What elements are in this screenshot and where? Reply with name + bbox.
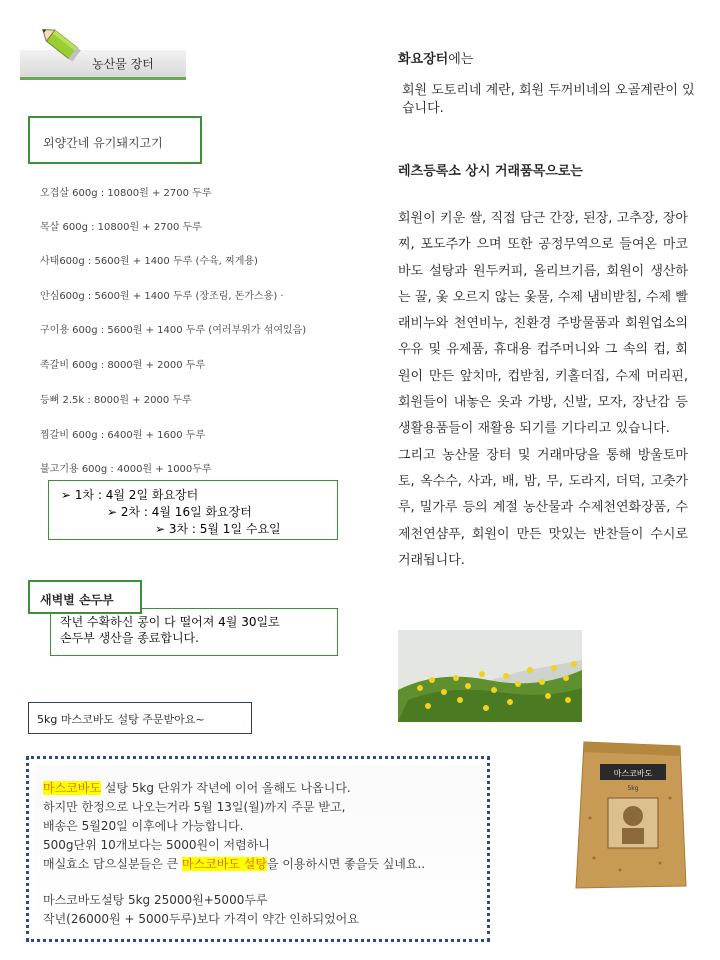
tofu-note-line: 작년 수확하신 콩이 다 떨어져 4월 30일로 [60, 615, 280, 629]
price-item: 등뼈 2.5k : 8000원 + 2000 두루 [40, 395, 192, 406]
package-label-text: 마스코바도 [613, 769, 653, 778]
price-item: 목살 600g : 10800원 + 2700 두루 [40, 222, 202, 233]
price-item: 오겹살 600g : 10800원 + 2700 두루 [40, 188, 212, 199]
sugar-line-7: 작년(26000원 + 5000두루)보다 가격이 약간 인하되었어요 [43, 912, 359, 926]
trade-items-paragraph-2: 그리고 농산물 장터 및 거래마당을 통해 방울토마토, 옥수수, 사과, 배, 밤, 무, 도라지, 더덕, 고춧가루, 밀가루 등의 계절 농산물과 수제천연화장품, 수제천연샴푸, 회원이 만든 맛있는 반찬들이 수시로 거래됩니다. [398, 447, 688, 568]
sugar-line-4: 500g단위 10개보다는 5000원이 저렴하니 [43, 838, 270, 852]
price-item: 구이용 600g : 5600원 + 1400 두루 (여러부위가 섞여있음) [40, 325, 307, 336]
schedule-box [48, 480, 338, 540]
members-eggs-text: 회원 도토리네 계란, 회원 두꺼비네의 오골계란이 있습니다. [402, 83, 695, 116]
schedule-item-1: ➢ 1차 : 4월 2일 화요장터 [61, 488, 199, 502]
schedule-item-3: ➢ 3차 : 5월 1일 수요일 [155, 522, 281, 536]
schedule-item-2: ➢ 2차 : 4월 16일 화요장터 [107, 505, 252, 519]
price-item: 사태600g : 5600원 + 1400 두루 (수육, 찌게용) [40, 256, 258, 267]
trade-items-paragraph-1: 회원이 키운 쌀, 직접 담근 간장, 된장, 고추장, 장아찌, 포도주가 으며 또한 공정무역으로 들여온 마코바도 설탕과 원두커피, 올리브기름, 회원이 생산하는 꿀, 옻 오르지 않는 옻물, 수제 냄비받침, 수제 빨래비누와 천연비누, 친환경 주방물품과 회원업소의 우유 및 유제품, 휴대용 컵주머니와 그 속의 컵, 회원이 만든 앞치마, 컵받침, 키홀더집, 수제 머리핀, 회원들이 내놓은 옷과 가방, 신발, 모자, 장난감 등 생활용품들이 재활용 되기를 기다리고 있습니다. [398, 211, 688, 437]
sugar-line-1-text: 설탕 5kg 단위가 작년에 이어 올해도 나옵니다. [100, 781, 351, 795]
trade-items-body [398, 206, 688, 574]
trade-items-subtitle: 레츠등록소 상시 거래품목으로는 [398, 164, 583, 179]
package-weight-text: 5kg [627, 785, 639, 792]
price-item: 불고기용 600g : 4000원 + 1000두루 [40, 464, 212, 475]
sugar-line-3: 배송은 5월20일 이후에나 가능합니다. [43, 819, 244, 833]
right-title-rest: 에는 [448, 52, 474, 67]
tofu-note [50, 608, 338, 656]
sugar-section-title: 5kg 마스코바도 설탕 주문받아요~ [28, 702, 252, 734]
tofu-section-title: 새벽별 손두부 [28, 580, 142, 614]
sugar-line-2: 하지만 한정으로 나오는거라 5월 13일(월)까지 주문 받고, [43, 800, 346, 814]
highlight-mascobado: 마스코바도 [43, 781, 101, 795]
pencil-icon [36, 26, 82, 66]
highlight-mascobado-sugar: 마스코바도 설탕 [181, 857, 267, 871]
header-banner [20, 26, 186, 80]
pork-section-title: 외양간네 유기돼지고기 [28, 116, 202, 164]
sugar-package-photo [570, 738, 690, 892]
sugar-notice-inner [35, 765, 485, 933]
right-title-bold: 화요장터 [398, 52, 449, 67]
sugar-line-5-pre: 매실효소 담으실분들은 큰 [43, 857, 182, 871]
dandelion-photo [398, 630, 582, 722]
price-item: 찜갈비 600g : 6400원 + 1600 두루 [40, 430, 206, 441]
tofu-note-line: 손두부 생산을 종료합니다. [60, 631, 199, 645]
sugar-line-5-post: 을 이용하시면 좋을듯 싶네요.. [266, 857, 426, 871]
right-title [398, 48, 473, 67]
header-title: 농산물 장터 [92, 57, 154, 71]
sugar-notice-box [26, 756, 490, 942]
sugar-line-6: 마스코바도설탕 5kg 25000원+5000두루 [43, 893, 268, 907]
price-item: 안심600g : 5600원 + 1400 두루 (장조림, 돈가스용) · [40, 291, 284, 302]
sugar-line-5 [43, 855, 425, 872]
price-item: 족갈비 600g : 8000원 + 2000 두루 [40, 360, 206, 371]
sugar-line-1 [43, 779, 351, 796]
